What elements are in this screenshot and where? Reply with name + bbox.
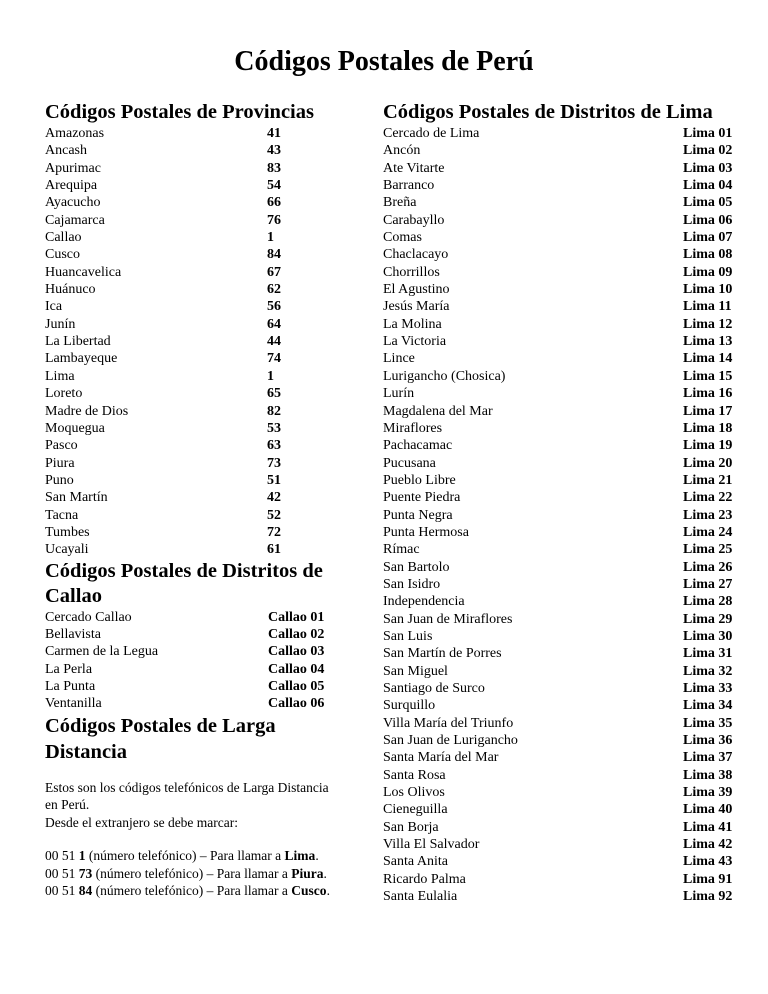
list-item	[383, 212, 748, 229]
item-name: Ancash	[45, 143, 87, 159]
provincias-section	[45, 100, 365, 559]
dial-examples	[45, 847, 365, 900]
list-item	[383, 645, 748, 662]
item-name: Villa María del Triunfo	[383, 715, 514, 731]
item-name: Carabayllo	[383, 212, 445, 228]
list-item	[383, 472, 748, 489]
item-name: Pachacamac	[383, 438, 453, 454]
list-item	[383, 281, 748, 298]
larga-paragraph-line2: en Perú.	[45, 797, 90, 813]
item-code: 82	[267, 403, 281, 419]
item-code: 52	[267, 507, 281, 523]
item-name: Apurimac	[45, 160, 101, 176]
item-name: San Luis	[383, 628, 433, 644]
list-item	[383, 229, 748, 246]
item-name: Pueblo Libre	[383, 472, 456, 488]
list-item	[45, 316, 365, 333]
item-name: Chorrillos	[383, 264, 440, 280]
item-name: Huánuco	[45, 282, 96, 298]
item-code: Lima 43	[683, 854, 733, 870]
larga-heading-line1: Códigos Postales de Larga	[45, 714, 276, 737]
item-code: 74	[267, 351, 281, 367]
item-name: Comas	[383, 230, 422, 246]
item-name: Lurigancho (Chosica)	[383, 368, 506, 384]
item-code: 76	[267, 212, 281, 228]
item-code: Lima 24	[683, 524, 733, 540]
dial-middle: (número telefónico) – Para llamar a	[88, 848, 282, 864]
item-name: La Victoria	[383, 334, 447, 350]
list-item	[383, 628, 748, 645]
list-item	[45, 489, 365, 506]
item-name: Santa Eulalia	[383, 889, 458, 905]
item-name: San Borja	[383, 819, 439, 835]
item-name: Ayacucho	[45, 195, 101, 211]
list-item	[383, 663, 748, 680]
list-item	[45, 246, 365, 263]
dial-city: Cusco	[291, 883, 327, 899]
item-name: Santa Anita	[383, 854, 448, 870]
list-item	[383, 524, 748, 541]
list-item	[383, 836, 748, 853]
list-item	[383, 853, 748, 870]
dial-middle: (número telefónico) – Para llamar a	[95, 865, 288, 881]
larga-instruction: Desde el extranjero se debe marcar:	[45, 814, 239, 830]
list-item	[383, 801, 748, 818]
page-title: Códigos Postales de Perú	[234, 46, 534, 77]
dial-code: 84	[78, 883, 93, 899]
list-item	[383, 298, 748, 315]
item-code: Lima 37	[683, 750, 733, 766]
list-item	[383, 871, 748, 888]
item-name: Piura	[45, 455, 75, 471]
item-code: Lima 05	[683, 195, 733, 211]
larga-paragraph	[45, 779, 365, 832]
callao-heading-line2: Callao	[45, 584, 102, 607]
item-code: 63	[267, 438, 281, 454]
list-item	[45, 420, 365, 437]
item-name: Cercado Callao	[45, 609, 132, 625]
callao-section	[45, 559, 365, 713]
item-name: San Juan de Lurigancho	[383, 733, 518, 749]
item-name: Callao	[45, 230, 82, 246]
item-name: Cajamarca	[45, 212, 105, 228]
lima-list	[383, 125, 748, 905]
item-name: Junín	[45, 316, 76, 332]
list-item	[383, 125, 748, 142]
larga-heading-line2: Distancia	[45, 740, 127, 763]
list-item	[45, 455, 365, 472]
item-code: Lima 20	[683, 455, 733, 471]
list-item	[383, 888, 748, 905]
list-item	[383, 420, 748, 437]
larga-body	[45, 779, 365, 900]
item-name: Independencia	[383, 594, 465, 610]
list-item	[45, 350, 365, 367]
item-name: El Agustino	[383, 282, 450, 298]
item-name: Ucayali	[45, 542, 89, 558]
item-code: Lima 92	[683, 889, 733, 905]
item-code: Lima 41	[683, 819, 733, 835]
dial-prefix: 00 51	[45, 883, 76, 899]
item-name: San Martín	[45, 490, 108, 506]
item-name: Pucusana	[383, 455, 436, 471]
list-item	[383, 715, 748, 732]
item-name: Loreto	[45, 386, 83, 402]
list-item	[383, 611, 748, 628]
item-code: 84	[267, 247, 281, 263]
item-code: Lima 07	[683, 230, 733, 246]
list-item	[383, 697, 748, 714]
item-name: Amazonas	[45, 126, 105, 141]
item-name: San Juan de Miraflores	[383, 611, 513, 627]
list-item	[45, 212, 365, 229]
list-item	[383, 264, 748, 281]
item-code: Lima 26	[683, 559, 733, 575]
item-code: Callao 03	[268, 644, 325, 660]
item-name: Ate Vitarte	[383, 160, 445, 176]
item-code: 62	[267, 282, 281, 298]
item-name: Pasco	[45, 438, 78, 454]
list-item	[45, 298, 365, 315]
item-code: 73	[267, 455, 281, 471]
list-item	[383, 784, 748, 801]
left-column	[45, 100, 365, 900]
list-item	[383, 749, 748, 766]
dial-prefix: 00 51	[45, 865, 76, 881]
item-name: San Isidro	[383, 576, 441, 592]
item-name: Carmen de la Legua	[45, 644, 159, 660]
item-code: Lima 16	[683, 386, 733, 402]
list-item	[383, 819, 748, 836]
list-item	[45, 524, 365, 541]
item-name: Cusco	[45, 247, 80, 263]
dial-middle: (número telefónico) – Para llamar a	[95, 883, 288, 899]
item-name: Huancavelica	[45, 264, 122, 280]
item-code: Lima 21	[683, 472, 733, 488]
list-item	[383, 350, 748, 367]
list-item	[45, 609, 365, 626]
item-name: Tumbes	[45, 524, 90, 540]
list-item	[45, 264, 365, 281]
larga-paragraph-line1: Estos son los códigos telefónicos de Larga Distancia	[45, 779, 329, 795]
item-name: Barranco	[383, 178, 435, 194]
list-item	[383, 680, 748, 697]
list-item	[45, 160, 365, 177]
item-name: Surquillo	[383, 698, 436, 714]
item-code: 44	[267, 334, 281, 350]
list-item	[383, 507, 748, 524]
list-item	[383, 316, 748, 333]
item-code: Lima 03	[683, 160, 733, 176]
item-name: Santa Rosa	[383, 767, 446, 783]
item-name: Ricardo Palma	[383, 871, 466, 887]
dial-city: Piura	[291, 865, 324, 881]
item-name: Punta Negra	[383, 507, 453, 523]
item-name: San Bartolo	[383, 559, 450, 575]
list-item	[383, 437, 748, 454]
callao-heading-line1: Códigos Postales de Distritos de	[45, 559, 323, 582]
item-code: Lima 40	[683, 802, 733, 818]
item-name: Punta Hermosa	[383, 524, 469, 540]
item-code: 1	[267, 230, 274, 246]
provincias-list	[45, 125, 365, 559]
item-code: Lima 14	[683, 351, 733, 367]
provincias-heading: Códigos Postales de Provincias	[45, 101, 314, 123]
item-name: Cieneguilla	[383, 802, 448, 818]
item-code: Lima 35	[683, 715, 733, 731]
list-item	[45, 177, 365, 194]
item-name: Magdalena del Mar	[383, 403, 493, 419]
item-code: Lima 33	[683, 681, 733, 696]
item-code: Lima 15	[683, 368, 733, 384]
item-name: La Molina	[383, 316, 442, 332]
item-code: Lima 31	[683, 646, 733, 662]
item-name: La Punta	[45, 678, 96, 694]
item-name: Chaclacayo	[383, 247, 449, 263]
list-item	[383, 368, 748, 385]
item-code: Lima 04	[683, 178, 733, 194]
item-code: Lima 36	[683, 733, 733, 749]
item-code: Lima 42	[683, 837, 733, 853]
list-item	[45, 678, 365, 695]
item-code: 67	[267, 264, 281, 280]
item-code: 53	[267, 420, 281, 436]
item-code: Lima 91	[683, 871, 733, 887]
list-item	[383, 559, 748, 576]
list-item	[383, 403, 748, 420]
item-code: Callao 04	[268, 661, 325, 677]
item-code: 43	[267, 143, 281, 159]
list-item	[45, 541, 365, 558]
dial-code: 73	[78, 865, 93, 881]
item-code: 42	[267, 490, 281, 506]
dial-line-lima: 00 51 1 (número telefónico) – Para llamar a Lima.	[45, 848, 319, 864]
item-code: 65	[267, 386, 281, 402]
item-name: La Libertad	[45, 334, 111, 350]
item-code: 83	[267, 160, 281, 176]
item-name: Miraflores	[383, 420, 443, 436]
list-item	[45, 643, 365, 660]
item-name: Ica	[45, 299, 63, 315]
list-item	[45, 626, 365, 643]
list-item	[45, 437, 365, 454]
item-code: Lima 01	[683, 126, 733, 141]
item-name: Lince	[383, 351, 415, 367]
item-name: Lurín	[383, 386, 415, 402]
item-code: 66	[267, 195, 281, 211]
item-code: Callao 02	[268, 626, 325, 642]
item-name: Madre de Dios	[45, 403, 129, 419]
list-item	[383, 455, 748, 472]
item-code: Lima 09	[683, 264, 733, 280]
list-item	[45, 281, 365, 298]
item-name: Cercado de Lima	[383, 126, 480, 141]
list-item	[45, 661, 365, 678]
item-code: 72	[267, 524, 281, 540]
item-code: Lima 02	[683, 143, 733, 159]
item-code: Callao 06	[268, 696, 325, 712]
item-code: 51	[267, 472, 281, 488]
list-item	[383, 333, 748, 350]
list-item	[45, 142, 365, 159]
list-item	[45, 695, 365, 712]
item-code: Lima 23	[683, 507, 733, 523]
list-item	[383, 177, 748, 194]
item-code: Lima 10	[683, 282, 733, 298]
item-code: Lima 39	[683, 785, 733, 801]
item-code: Lima 11	[683, 299, 732, 315]
dial-code: 1	[78, 848, 86, 864]
list-item	[45, 194, 365, 211]
item-code: Lima 18	[683, 420, 733, 436]
item-code: Lima 17	[683, 403, 733, 419]
item-name: Lima	[45, 368, 75, 384]
item-name: Tacna	[45, 507, 79, 523]
list-item	[383, 385, 748, 402]
item-code: Lima 12	[683, 316, 733, 332]
list-item	[383, 142, 748, 159]
item-code: Lima 28	[683, 594, 733, 610]
item-name: Los Olivos	[383, 785, 445, 801]
item-name: Ancón	[383, 143, 421, 159]
item-code: 61	[267, 542, 281, 558]
list-item	[383, 767, 748, 784]
lima-heading: Códigos Postales de Distritos de Lima	[383, 101, 713, 123]
list-item	[45, 507, 365, 524]
item-code: Lima 29	[683, 611, 733, 627]
lima-section	[383, 100, 748, 905]
larga-distancia-section	[45, 713, 365, 900]
item-code: 1	[267, 368, 274, 384]
item-code: Lima 32	[683, 663, 733, 679]
item-name: Puente Piedra	[383, 490, 461, 506]
item-name: Ventanilla	[45, 696, 102, 712]
item-code: 41	[267, 126, 281, 141]
item-code: Lima 06	[683, 212, 733, 228]
item-name: Santa María del Mar	[383, 750, 499, 766]
item-code: Lima 08	[683, 247, 733, 263]
list-item	[383, 489, 748, 506]
dial-line-cusco: 00 51 84 (número telefónico) – Para llamar a Cusco.	[45, 883, 330, 899]
right-column	[383, 100, 748, 905]
list-item	[383, 160, 748, 177]
item-name: Villa El Salvador	[383, 837, 480, 853]
item-code: Lima 25	[683, 542, 733, 558]
item-name: San Miguel	[383, 663, 448, 679]
dial-prefix: 00 51	[45, 848, 76, 864]
item-code: Lima 27	[683, 576, 733, 592]
list-item	[45, 403, 365, 420]
callao-heading	[45, 559, 365, 609]
list-item	[383, 194, 748, 211]
item-name: La Perla	[45, 661, 93, 677]
list-item	[45, 472, 365, 489]
list-item	[45, 385, 365, 402]
item-name: Puno	[45, 472, 74, 488]
item-code: 56	[267, 299, 281, 315]
item-code: 64	[267, 316, 281, 332]
list-item	[383, 593, 748, 610]
item-name: Moquegua	[45, 420, 105, 436]
item-name: Santiago de Surco	[383, 681, 485, 696]
item-name: Lambayeque	[45, 351, 118, 367]
list-item	[383, 732, 748, 749]
dial-city: Lima	[284, 848, 316, 864]
item-code: Callao 05	[268, 678, 325, 694]
item-code: Lima 13	[683, 334, 733, 350]
item-name: Breña	[383, 195, 417, 211]
item-code: Lima 38	[683, 767, 733, 783]
dial-line-piura: 00 51 73 (número telefónico) – Para llamar a Piura.	[45, 865, 327, 881]
list-item	[45, 368, 365, 385]
item-name: Jesús María	[383, 299, 450, 315]
callao-list	[45, 609, 365, 713]
item-name: Bellavista	[45, 626, 101, 642]
item-code: 54	[267, 178, 281, 194]
list-item	[45, 333, 365, 350]
list-item	[383, 246, 748, 263]
item-code: Lima 30	[683, 628, 733, 644]
larga-heading	[45, 713, 365, 765]
item-code: Callao 01	[268, 609, 325, 625]
list-item	[383, 576, 748, 593]
item-code: Lima 34	[683, 698, 733, 714]
item-name: Arequipa	[45, 178, 98, 194]
item-code: Lima 19	[683, 438, 733, 454]
item-name: San Martín de Porres	[383, 646, 502, 662]
item-code: Lima 22	[683, 490, 733, 506]
list-item	[45, 229, 365, 246]
list-item	[383, 541, 748, 558]
list-item	[45, 125, 365, 142]
item-name: Rímac	[383, 542, 420, 558]
